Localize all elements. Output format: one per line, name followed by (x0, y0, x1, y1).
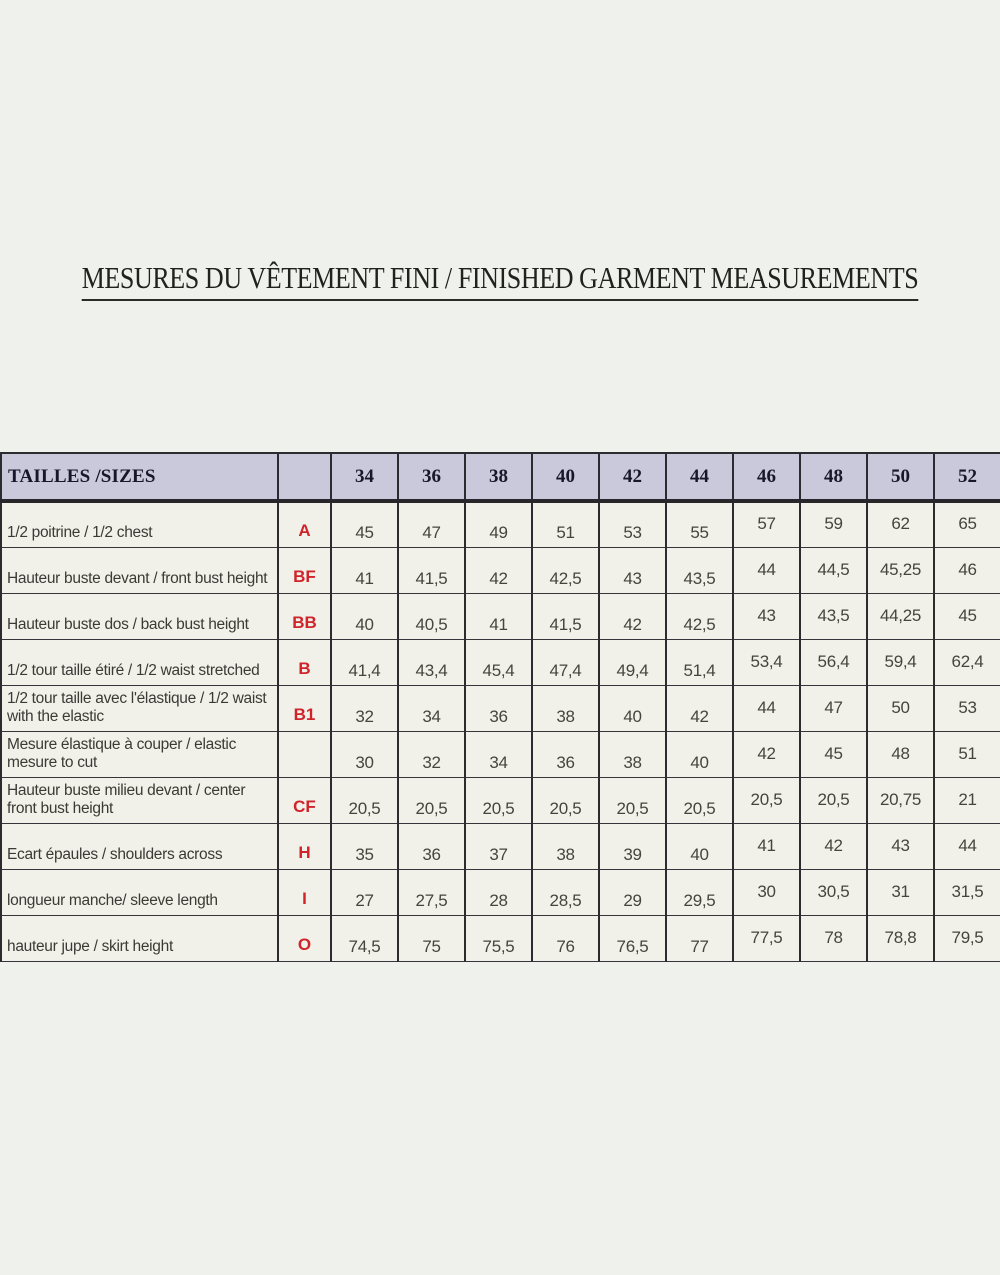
measurement-value: 20,5 (331, 777, 398, 823)
measurement-value: 44 (733, 685, 800, 731)
measurement-value: 20,5 (398, 777, 465, 823)
measurement-value: 59,4 (867, 639, 934, 685)
size-header-52: 52 (934, 453, 1000, 501)
size-header-44: 44 (666, 453, 733, 501)
row-code-letter: O (278, 915, 331, 961)
measurement-value: 75 (398, 915, 465, 961)
size-header-40: 40 (532, 453, 599, 501)
measurement-value: 79,5 (934, 915, 1000, 961)
measurement-value: 40 (666, 731, 733, 777)
row-code-letter: B (278, 639, 331, 685)
measurement-value: 76 (532, 915, 599, 961)
row-label: Mesure élastique à couper / elastic mesure to cut (1, 731, 278, 777)
measurement-value: 51,4 (666, 639, 733, 685)
table-row (1, 593, 1000, 639)
row-label: Hauteur buste dos / back bust height (1, 593, 278, 639)
measurement-value: 32 (398, 731, 465, 777)
measurement-value: 50 (867, 685, 934, 731)
measurement-value: 56,4 (800, 639, 867, 685)
measurement-value: 65 (934, 501, 1000, 547)
measurement-value: 51 (934, 731, 1000, 777)
measurement-value: 78,8 (867, 915, 934, 961)
measurement-value: 59 (800, 501, 867, 547)
measurement-value: 38 (532, 685, 599, 731)
measurement-value: 38 (532, 823, 599, 869)
row-label: hauteur jupe / skirt height (1, 915, 278, 961)
measurement-value: 47 (398, 501, 465, 547)
table-row (1, 547, 1000, 593)
measurement-value: 46 (934, 547, 1000, 593)
table-row (1, 501, 1000, 547)
measurement-value: 20,75 (867, 777, 934, 823)
measurement-value: 45,4 (465, 639, 532, 685)
measurement-value: 43 (867, 823, 934, 869)
measurement-value: 29 (599, 869, 666, 915)
measurements-table (0, 452, 1000, 962)
measurement-value: 45 (331, 501, 398, 547)
measurement-value: 78 (800, 915, 867, 961)
measurement-value: 49 (465, 501, 532, 547)
row-label: Ecart épaules / shoulders across (1, 823, 278, 869)
measurement-value: 30 (733, 869, 800, 915)
measurement-value: 43,5 (666, 547, 733, 593)
measurement-value: 74,5 (331, 915, 398, 961)
table-row (1, 915, 1000, 961)
measurement-value: 43,5 (800, 593, 867, 639)
measurement-value: 38 (599, 731, 666, 777)
measurement-value: 48 (867, 731, 934, 777)
measurement-value: 27 (331, 869, 398, 915)
measurement-value: 31 (867, 869, 934, 915)
measurement-value: 36 (398, 823, 465, 869)
measurement-value: 45,25 (867, 547, 934, 593)
measurement-value: 20,5 (465, 777, 532, 823)
size-header-36: 36 (398, 453, 465, 501)
measurement-value: 44,5 (800, 547, 867, 593)
code-column-header (278, 453, 331, 501)
sizes-header-label: TAILLES /SIZES (1, 453, 278, 501)
row-label: 1/2 tour taille étiré / 1/2 waist stretched (1, 639, 278, 685)
measurement-value: 42 (465, 547, 532, 593)
measurement-value: 41 (733, 823, 800, 869)
document-header (0, 260, 1000, 301)
measurement-value: 41 (465, 593, 532, 639)
measurement-value: 45 (800, 731, 867, 777)
measurement-value: 43,4 (398, 639, 465, 685)
measurement-value: 41,5 (532, 593, 599, 639)
measurement-value: 44,25 (867, 593, 934, 639)
measurement-value: 42,5 (666, 593, 733, 639)
measurement-value: 53 (934, 685, 1000, 731)
measurement-value: 20,5 (800, 777, 867, 823)
measurement-value: 34 (398, 685, 465, 731)
measurement-value: 62,4 (934, 639, 1000, 685)
size-header-48: 48 (800, 453, 867, 501)
table-row (1, 823, 1000, 869)
measurement-value: 75,5 (465, 915, 532, 961)
measurement-value: 35 (331, 823, 398, 869)
measurement-value: 31,5 (934, 869, 1000, 915)
measurement-value: 40 (331, 593, 398, 639)
size-header-38: 38 (465, 453, 532, 501)
measurement-value: 32 (331, 685, 398, 731)
measurement-value: 34 (465, 731, 532, 777)
measurement-value: 62 (867, 501, 934, 547)
row-label: Hauteur buste devant / front bust height (1, 547, 278, 593)
measurement-value: 36 (465, 685, 532, 731)
table-row (1, 685, 1000, 731)
measurement-value: 30 (331, 731, 398, 777)
measurement-value: 21 (934, 777, 1000, 823)
measurement-value: 77 (666, 915, 733, 961)
measurement-value: 37 (465, 823, 532, 869)
page-title: MESURES DU VÊTEMENT FINI / FINISHED GARMENT MEASUREMENTS (82, 260, 919, 301)
measurement-value: 47,4 (532, 639, 599, 685)
table-row (1, 869, 1000, 915)
table-row (1, 639, 1000, 685)
measurement-value: 57 (733, 501, 800, 547)
row-code-letter: CF (278, 777, 331, 823)
measurement-value: 51 (532, 501, 599, 547)
measurement-value: 44 (934, 823, 1000, 869)
measurement-value: 36 (532, 731, 599, 777)
size-header-46: 46 (733, 453, 800, 501)
measurement-value: 42 (666, 685, 733, 731)
row-code-letter: BB (278, 593, 331, 639)
size-header-34: 34 (331, 453, 398, 501)
size-header-42: 42 (599, 453, 666, 501)
table-row (1, 731, 1000, 777)
measurement-value: 42 (800, 823, 867, 869)
measurement-value: 53,4 (733, 639, 800, 685)
measurement-value: 20,5 (532, 777, 599, 823)
row-code-letter: B1 (278, 685, 331, 731)
measurement-value: 39 (599, 823, 666, 869)
row-label: 1/2 poitrine / 1/2 chest (1, 501, 278, 547)
measurement-value: 41,4 (331, 639, 398, 685)
measurement-value: 44 (733, 547, 800, 593)
measurement-value: 42 (733, 731, 800, 777)
row-code-letter: I (278, 869, 331, 915)
measurement-value: 27,5 (398, 869, 465, 915)
measurement-value: 77,5 (733, 915, 800, 961)
row-code-letter: BF (278, 547, 331, 593)
measurement-value: 41,5 (398, 547, 465, 593)
measurement-value: 40 (599, 685, 666, 731)
measurement-value: 20,5 (599, 777, 666, 823)
row-label: 1/2 tour taille avec l'élastique / 1/2 waist with the elastic (1, 685, 278, 731)
measurement-value: 42,5 (532, 547, 599, 593)
measurement-value: 30,5 (800, 869, 867, 915)
measurement-value: 55 (666, 501, 733, 547)
measurement-value: 40,5 (398, 593, 465, 639)
measurement-value: 28,5 (532, 869, 599, 915)
measurement-rows (1, 501, 1000, 961)
measurement-value: 41 (331, 547, 398, 593)
size-header-row (1, 453, 1000, 501)
row-code-letter (278, 731, 331, 777)
row-code-letter: A (278, 501, 331, 547)
measurement-value: 20,5 (666, 777, 733, 823)
measurement-value: 20,5 (733, 777, 800, 823)
measurement-value: 40 (666, 823, 733, 869)
size-header-50: 50 (867, 453, 934, 501)
measurement-value: 28 (465, 869, 532, 915)
measurement-value: 29,5 (666, 869, 733, 915)
measurement-value: 53 (599, 501, 666, 547)
measurement-value: 43 (733, 593, 800, 639)
table-row (1, 777, 1000, 823)
measurement-value: 76,5 (599, 915, 666, 961)
row-code-letter: H (278, 823, 331, 869)
measurement-value: 47 (800, 685, 867, 731)
row-label: longueur manche/ sleeve length (1, 869, 278, 915)
row-label: Hauteur buste milieu devant / center front bust height (1, 777, 278, 823)
measurement-value: 42 (599, 593, 666, 639)
measurement-value: 49,4 (599, 639, 666, 685)
measurement-value: 45 (934, 593, 1000, 639)
measurement-value: 43 (599, 547, 666, 593)
